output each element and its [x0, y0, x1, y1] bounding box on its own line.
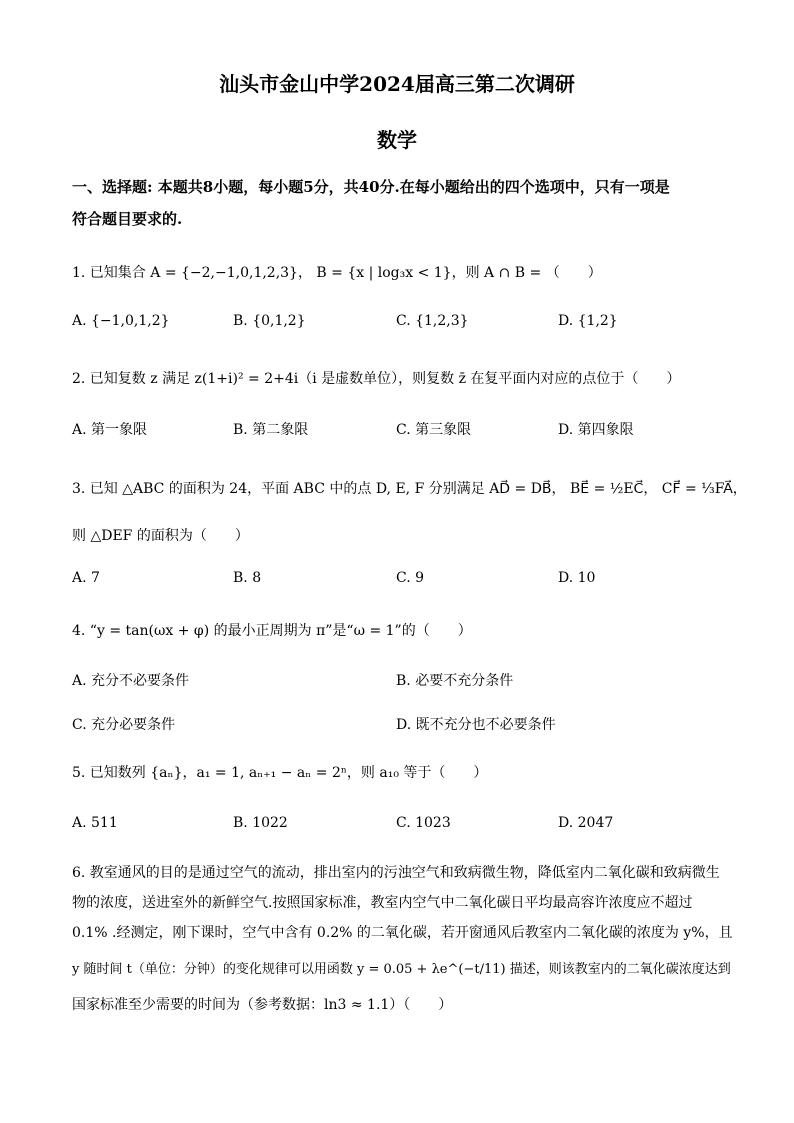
question-4-stem: 4. “y = tan(ωx + φ) 的最小正周期为 π”是“ω = 1”的（ ）	[72, 623, 472, 639]
question-5-option-b: B. 1022	[233, 815, 288, 831]
question-6-line3: 0.1% .经测定，刚下课时，空气中含有 0.2% 的二氧化碳，若开窗通风后教室内二氧化碳的浓度为 y%，且	[72, 925, 733, 941]
question-4-option-b: B. 必要不充分条件	[396, 673, 514, 689]
question-1-stem: 1. 已知集合 A = {−2,−1,0,1,2,3}， B = {x | log₃x < 1}，则 A ∩ B = （ ）	[72, 265, 602, 281]
question-1-option-d: D. {1,2}	[558, 313, 618, 329]
question-6-line5: 国家标准至少需要的时间为（参考数据：ln3 ≈ 1.1）（ ）	[72, 997, 453, 1013]
question-1-option-a: A. {−1,0,1,2}	[72, 313, 170, 329]
question-3-stem-line2: 则 △DEF 的面积为（ ）	[72, 528, 249, 544]
question-2-option-d: D. 第四象限	[558, 422, 634, 438]
subject-title: 数学	[377, 128, 417, 152]
question-4-option-a: A. 充分不必要条件	[72, 673, 190, 689]
question-5-option-a: A. 511	[72, 815, 118, 831]
question-5-stem: 5. 已知数列 {aₙ}，a₁ = 1, aₙ₊₁ − aₙ = 2ⁿ，则 a₁₀ 等于（ ）	[72, 765, 488, 781]
question-5-option-c: C. 1023	[396, 815, 451, 831]
question-4-option-d: D. 既不充分也不必要条件	[396, 717, 556, 733]
question-1-option-c: C. {1,2,3}	[396, 313, 469, 329]
question-1-option-b: B. {0,1,2}	[233, 313, 306, 329]
question-2-option-b: B. 第二象限	[233, 422, 309, 438]
question-4-option-c: C. 充分必要条件	[72, 717, 176, 733]
question-2-option-a: A. 第一象限	[72, 422, 148, 438]
question-6-line4: y 随时间 t（单位：分钟）的变化规律可以用函数 y = 0.05 + λe^(−t/11) 描述，则该教室内的二氧化碳浓度达到	[72, 962, 731, 977]
question-6-line2: 物的浓度，送进室外的新鲜空气.按照国家标准，教室内空气中二氧化碳日平均最高容许浓度应不超过	[72, 895, 693, 911]
exam-title: 汕头市金山中学2024届高三第二次调研	[219, 72, 575, 96]
question-3-option-c: C. 9	[396, 570, 425, 586]
question-6-line1: 6. 教室通风的目的是通过空气的流动，排出室内的污浊空气和致病微生物，降低室内二氧化碳和致病微生	[72, 865, 720, 881]
question-2-stem: 2. 已知复数 z 满足 z(1+i)² = 2+4i（i 是虚数单位），则复数 z̄ 在复平面内对应的点位于（ ）	[72, 371, 681, 387]
question-2-option-c: C. 第三象限	[396, 422, 472, 438]
question-3-stem-line1: 3. 已知 △ABC 的面积为 24，平面 ABC 中的点 D, E, F 分别满足 AD⃗ = DB⃗， BE⃗ = ½EC⃗， CF⃗ = ⅓FA⃗，	[72, 481, 747, 497]
question-3-option-d: D. 10	[558, 570, 596, 586]
section-heading-line2: 符合题目要求的.	[72, 210, 183, 228]
question-3-option-b: B. 8	[233, 570, 262, 586]
section-heading-line1: 一、选择题: 本题共8小题，每小题5分，共40分.在每小题给出的四个选项中，只有一项是	[72, 178, 670, 196]
question-3-option-a: A. 7	[72, 570, 100, 586]
question-5-option-d: D. 2047	[558, 815, 614, 831]
